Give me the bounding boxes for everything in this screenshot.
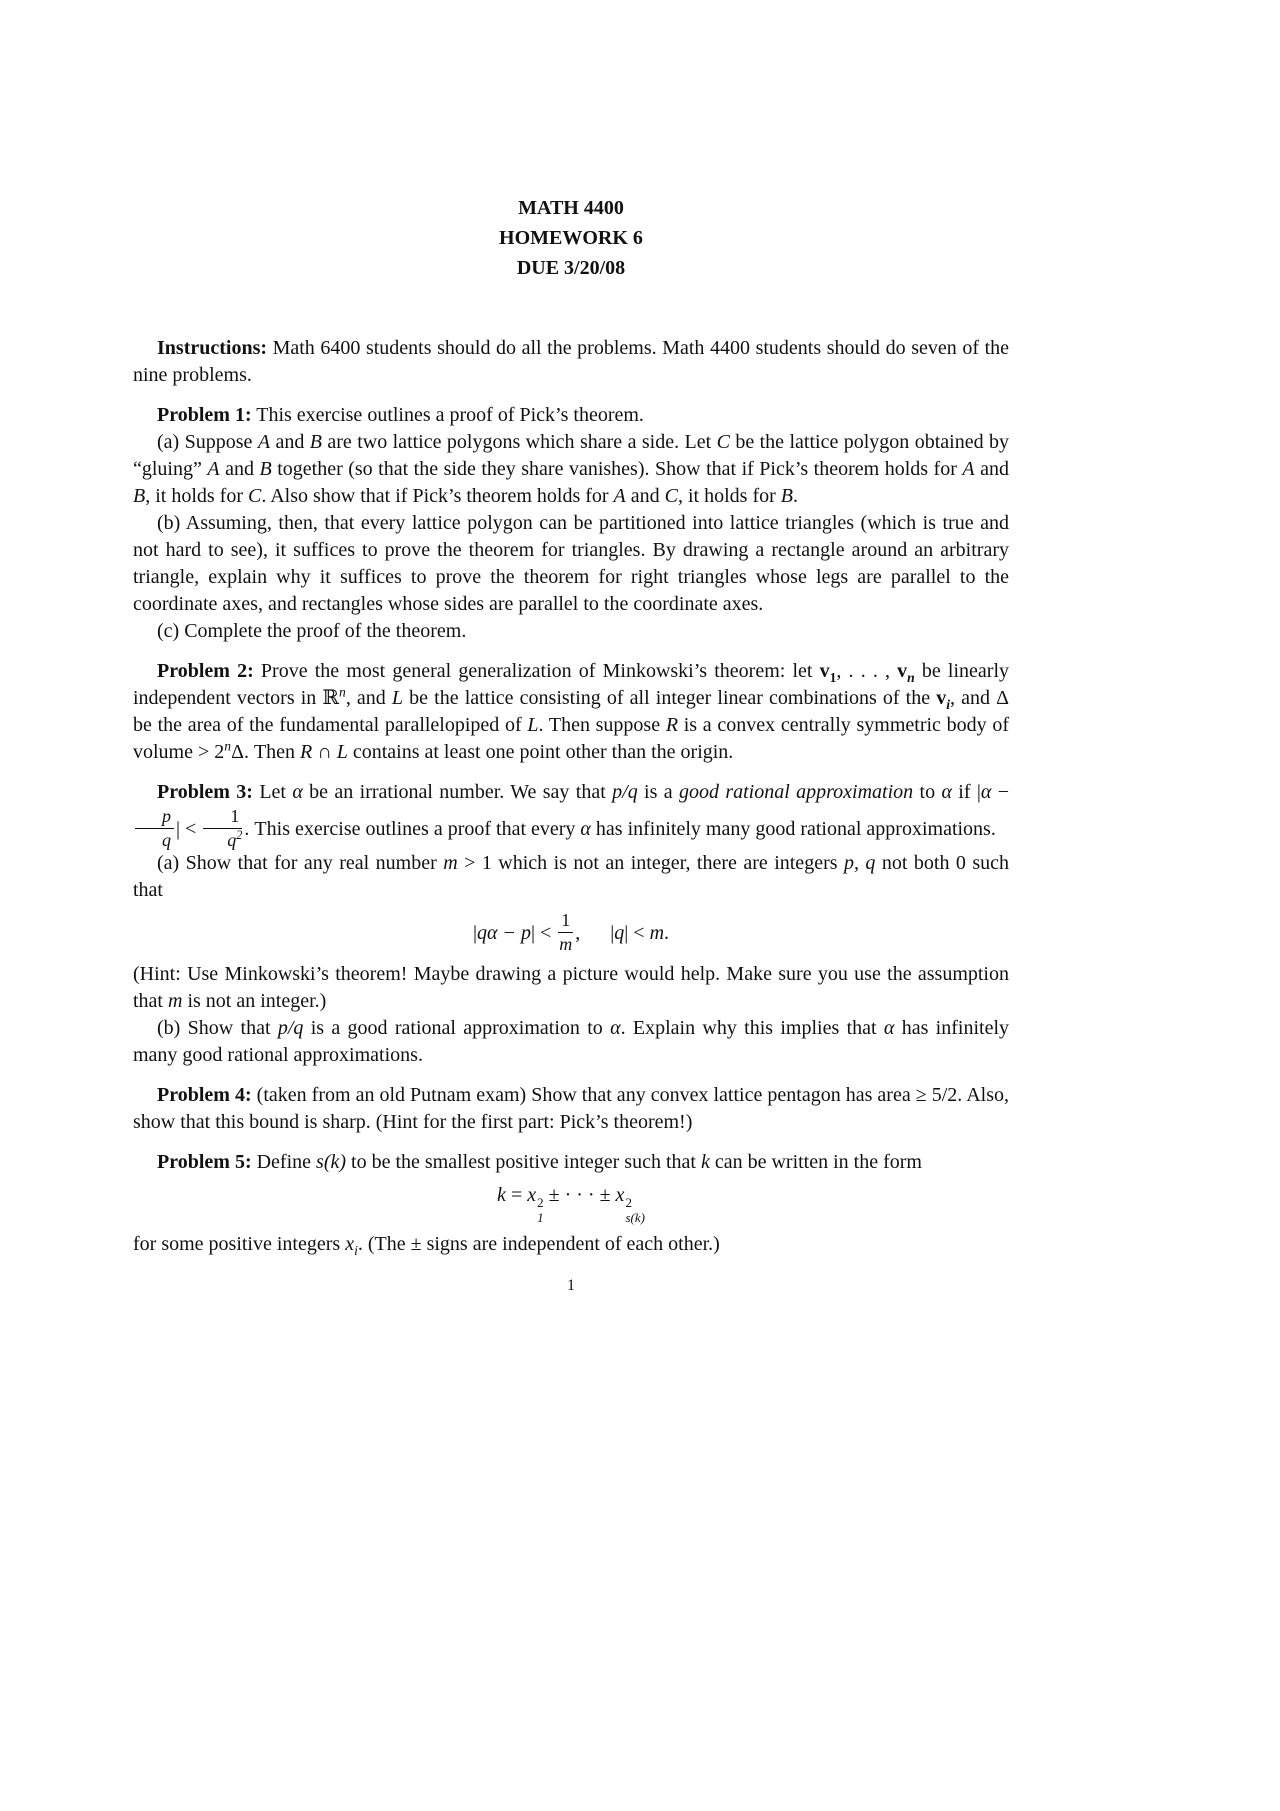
text-segment: R (300, 741, 313, 763)
text-segment: p/q (277, 1016, 304, 1039)
problem-1a-paragraph (133, 429, 1009, 510)
text-segment: L (527, 714, 539, 736)
text-segment: m (559, 934, 573, 955)
equation-minkowski-approximation (133, 910, 1009, 954)
text-segment: A (257, 431, 271, 453)
fraction (558, 910, 573, 954)
text-segment: if (951, 781, 977, 803)
text-segment: Define (251, 1150, 317, 1173)
text-segment: . Then suppose (538, 714, 666, 736)
text-segment: , and Δ be the area of the fundamental parallelopiped of (133, 687, 1009, 736)
text-segment: $x_i$ (345, 1232, 358, 1258)
problem-3a-hint-paragraph (133, 961, 1009, 1015)
text-segment: $v_i$ (936, 687, 951, 712)
text-segment: α (610, 1016, 621, 1039)
text-segment: , and (345, 687, 392, 709)
text-segment: , it holds for (145, 485, 248, 507)
text-segment: for some positive integers (133, 1232, 346, 1255)
text-segment: together (so that the side they share vanishes). Show that if Pick’s theorem holds for (271, 458, 963, 480)
text-segment: Problem 2: (157, 660, 254, 682)
text-segment: | (976, 781, 981, 803)
problem-3a-paragraph (133, 850, 1009, 904)
text-segment: m (168, 989, 183, 1012)
text-segment: | < (624, 922, 650, 945)
text-segment: < (180, 817, 202, 840)
text-segment: . (The ± signs are independent of each other.) (357, 1232, 720, 1255)
text-segment: to be the smallest positive integer such that (346, 1150, 701, 1173)
text-segment: p (162, 806, 171, 826)
text-segment: A (207, 458, 220, 480)
text-segment: is not an integer.) (182, 989, 327, 1012)
text-segment: $v_1$ (819, 660, 837, 685)
text-segment: is a convex centrally symmetric body of volume > $2^n$ (133, 714, 1009, 763)
text-segment: B (259, 458, 272, 480)
text-segment: has infinitely many good rational approximations. (133, 1016, 1009, 1066)
text-segment: and (270, 431, 310, 453)
text-segment: C (716, 431, 730, 453)
text-segment: 1 (230, 806, 240, 826)
text-segment: x 2 s(k) (615, 1183, 645, 1225)
fraction (135, 806, 174, 850)
document-title (133, 193, 1009, 283)
text-segment: qα − p (476, 922, 531, 945)
text-segment: to (913, 781, 942, 803)
text-segment: C (664, 485, 678, 507)
text-segment: | (472, 922, 477, 945)
text-segment: > 1 which is not an integer, there are integers (457, 852, 844, 875)
text-segment: Problem 4: (157, 1083, 252, 1106)
text-segment: . (664, 922, 670, 945)
text-segment: (Hint: Use Minkowski’s theorem! Maybe drawing a picture would help. Make sure you use the assumption that (133, 962, 1009, 1012)
text-segment: α (580, 817, 591, 840)
title-line-due: DUE 3/20/08 (516, 257, 626, 279)
text-segment: B (309, 431, 322, 453)
text-segment: . This exercise outlines a proof that every (244, 817, 581, 840)
text-segment: and (974, 458, 1009, 480)
text-segment: and (219, 458, 260, 480)
text-segment: α (941, 781, 952, 803)
text-segment: . Explain why this implies that (620, 1016, 884, 1039)
title-line-homework: HOMEWORK 6 (499, 227, 643, 249)
text-segment: and (625, 485, 665, 507)
text-segment: k (497, 1183, 506, 1206)
text-segment: s(k) (316, 1150, 347, 1173)
text-segment: x 2 1 (527, 1183, 544, 1225)
text-segment: L (391, 687, 404, 709)
text-segment: This exercise outlines a proof of Pick’s theorem. (251, 404, 644, 426)
problem-2-paragraph (133, 658, 1009, 766)
text-segment: (c) Complete the proof of the theorem. (157, 620, 467, 642)
document-body (133, 335, 1009, 1258)
text-segment: Let (252, 781, 293, 803)
text-segment: α (980, 781, 992, 803)
text-segment: (taken from an old Putnam exam) Show that any convex lattice pentagon has area ≥ 5/2. Also, show that this bound is sharp. (Hint for the first part: Pick’s theorem!) (133, 1083, 1009, 1133)
page-number: 1 (567, 1276, 575, 1294)
text-segment: be linearly independent vectors in (133, 660, 1010, 709)
text-segment: B (133, 485, 146, 507)
text-segment: Problem 5: (157, 1150, 252, 1173)
text-segment: be the lattice polygon obtained by “gluing” (133, 431, 1009, 480)
text-segment: . (793, 485, 798, 507)
text-segment: (b) Assuming, then, that every lattice polygon can be partitioned into lattice triangles (which is true and not hard to see), it suffices to prove the theorem for triangles. By drawing a rectangle around an arbitrary triangle, explain why it suffices to prove the theorem for right triangles whose legs are parallel to the coordinate axes, and rectangles whose sides are parallel to the coordinate axes. (133, 512, 1009, 615)
title-line-course: MATH 4400 (518, 197, 624, 219)
instructions-paragraph (133, 335, 1009, 389)
text-segment: has infinitely many good rational approximations. (590, 817, 996, 840)
text-segment: (b) Show that (157, 1016, 278, 1039)
problem-1c-paragraph (133, 618, 1009, 645)
text-segment: (a) Show that for any real number (157, 852, 444, 875)
text-segment: p/q (612, 781, 638, 803)
text-segment: contains at least one point other than the origin. (347, 741, 734, 763)
problem-3-paragraph (133, 779, 1009, 850)
text-segment: Δ. Then (231, 741, 301, 763)
text-segment: , (575, 922, 611, 945)
text-segment: ∩ (312, 741, 337, 763)
text-segment: , . . . , (836, 660, 898, 682)
text-segment: is a good rational approximation to (303, 1016, 611, 1039)
text-segment: can be written in the form (709, 1150, 922, 1173)
problem-5-paragraph (133, 1149, 1009, 1176)
text-segment: p, q (843, 852, 876, 875)
text-segment: = (505, 1183, 528, 1206)
text-segment: Math 6400 students should do all the problems. Math 4400 students should do seven of the nine problems. (133, 337, 1009, 386)
text-segment: | (610, 922, 615, 945)
text-segment: Problem 3: (157, 781, 253, 803)
text-segment: Instructions: (157, 337, 268, 359)
text-segment: A (962, 458, 975, 480)
text-segment: ℝ$^n$ (322, 684, 346, 709)
text-segment: be an irrational number. We say that (302, 781, 613, 803)
fraction (203, 806, 242, 850)
text-segment: m (443, 852, 458, 875)
text-segment: A (613, 485, 626, 507)
text-segment: | (176, 817, 181, 840)
text-segment: q (162, 829, 171, 850)
text-segment: . Also show that if Pick’s theorem holds for (261, 485, 614, 507)
problem-3b-paragraph (133, 1015, 1009, 1069)
problem-4-paragraph (133, 1082, 1009, 1136)
text-segment: α (883, 1016, 895, 1039)
text-segment: | < (530, 922, 557, 945)
text-segment: α (292, 781, 303, 803)
text-segment: not both 0 such that (133, 852, 1010, 902)
text-segment: − (991, 781, 1010, 803)
text-segment: (a) Suppose (157, 431, 258, 453)
document-content (133, 193, 1009, 1299)
problem-5-closing-paragraph (133, 1231, 1009, 1258)
text-segment: are two lattice polygons which share a side. Let (321, 431, 717, 453)
problem-1-heading (133, 402, 1009, 429)
text-segment: q (614, 922, 625, 945)
text-segment: good rational approximation (678, 781, 914, 803)
text-segment: is a (637, 781, 679, 803)
problem-1b-paragraph (133, 510, 1009, 618)
text-segment: C (248, 485, 262, 507)
text-segment: , it holds for (678, 485, 781, 507)
text-segment: Problem 1: (157, 404, 252, 426)
text-segment: k (700, 1150, 710, 1173)
text-segment: 1 (561, 910, 571, 931)
equation-sum-of-squares (133, 1182, 1009, 1225)
text-segment: ± · · · ± (543, 1183, 616, 1206)
text-segment: $v_n$ (897, 660, 915, 685)
text-segment: $q^2$ (227, 827, 243, 850)
text-segment: be the lattice consisting of all integer linear combinations of the (403, 687, 937, 709)
text-segment: R (665, 714, 679, 736)
text-segment: B (780, 485, 793, 507)
text-segment: L (336, 741, 348, 763)
text-segment: Prove the most general generalization of Minkowski’s theorem: let (253, 660, 820, 682)
text-segment: m (649, 922, 665, 945)
